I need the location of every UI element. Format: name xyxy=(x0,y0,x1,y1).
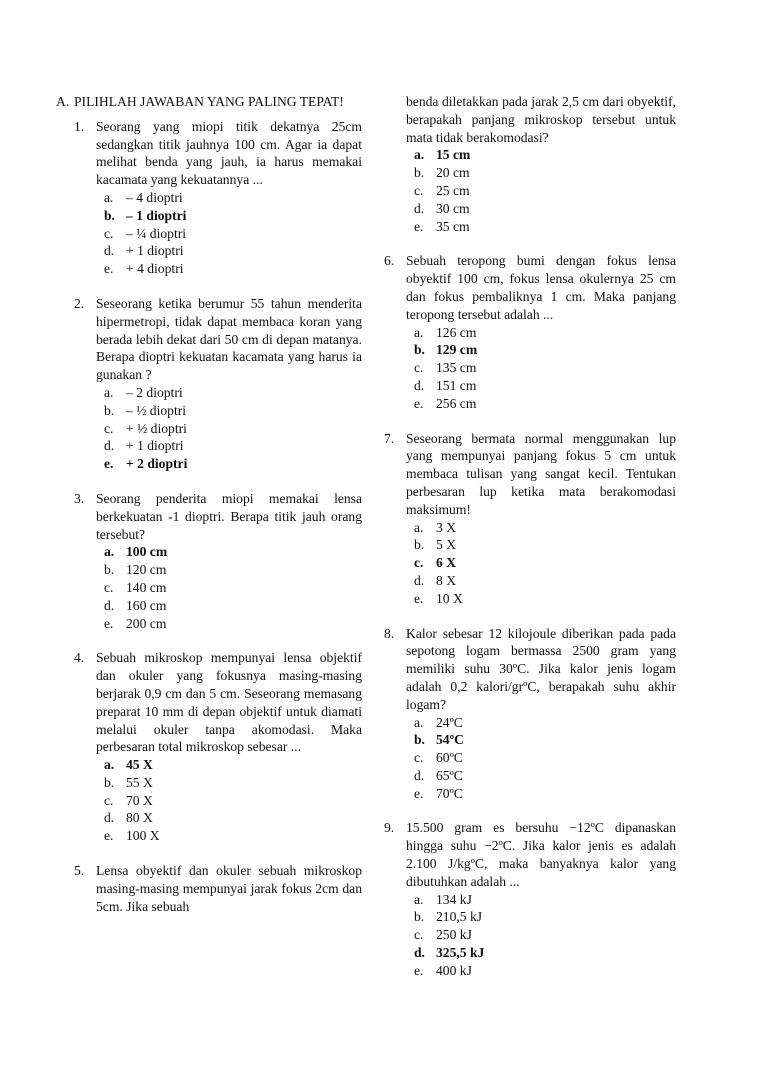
options-list xyxy=(414,324,676,413)
left-column xyxy=(56,93,362,915)
question-9 xyxy=(384,819,676,979)
section-title: PILIHLAH JAWABAN YANG PALING TEPAT! xyxy=(74,94,344,109)
options-list xyxy=(414,714,676,803)
option-e-correct[interactable]: e. + 2 dioptri xyxy=(104,456,188,472)
option-e[interactable]: e. 256 cm xyxy=(414,395,477,411)
option-a-correct[interactable]: a. 45 X xyxy=(104,757,153,773)
question-number: 8. xyxy=(384,625,395,641)
option-c[interactable]: c. 135 cm xyxy=(414,360,477,376)
option-a-correct[interactable]: a. 15 cm xyxy=(414,147,471,163)
option-d[interactable]: d. 65ºC xyxy=(414,767,463,783)
question-text-part1: Lensa obyektif dan okuler sebuah mikroskop masing-masing mempunyai jarak fokus 2cm dan 5cm. Jika sebuah xyxy=(96,863,362,914)
option-a[interactable]: a. – 2 dioptri xyxy=(104,384,183,400)
options-list xyxy=(104,189,362,278)
option-d[interactable]: d. 8 X xyxy=(414,572,457,588)
option-e[interactable]: e. 70ºC xyxy=(414,785,463,801)
question-text: Seseorang ketika berumur 55 tahun menderita hipermetropi, tidak dapat membaca koran yang berada lebih dekat dari 50 cm di depan matanya. Berapa dioptri kekuatan kacamata yang harus ia gunakan ? xyxy=(96,295,362,383)
question-text: Seorang penderita miopi memakai lensa berkekuatan -1 dioptri. Berapa titik jauh orang tersebut? xyxy=(96,490,362,542)
section-letter: A. xyxy=(56,94,70,109)
option-c[interactable]: c. 250 kJ xyxy=(414,927,472,943)
option-e[interactable]: e. 200 cm xyxy=(104,615,167,631)
question-text: Kalor sebesar 12 kilojoule diberikan pada pada sepotong logam bermassa 2500 gram yang memiliki suhu 30ºC. Jika kalor jenis logam adalah 0,2 kalori/grºC, berapakah suhu akhir logam? xyxy=(406,625,676,712)
option-d[interactable]: d. + 1 dioptri xyxy=(104,438,184,454)
options-list xyxy=(104,384,362,473)
question-text: 15.500 gram es bersuhu −12ºC dipanaskan hingga suhu −2ºC. Jika kalor jenis es adalah 2.100 J/kgºC, maka banyaknya kalor yang dibutuhkan adalah ... xyxy=(406,820,676,889)
options-list xyxy=(414,519,676,608)
section-heading xyxy=(56,93,362,111)
option-e[interactable]: e. 400 kJ xyxy=(414,962,472,978)
question-text: Sebuah teropong bumi dengan fokus lensa obyektif 100 cm, fokus lensa okulernya 25 cm dan fokus pembaliknya 1 cm. Maka panjang teropong tersebut adalah ... xyxy=(406,253,676,322)
question-3 xyxy=(74,490,362,632)
option-b[interactable]: b. 210,5 kJ xyxy=(414,909,483,925)
question-number: 7. xyxy=(384,430,395,446)
options-list xyxy=(104,756,362,845)
question-8 xyxy=(384,625,676,803)
right-column xyxy=(384,93,676,980)
option-d[interactable]: d. 30 cm xyxy=(414,200,470,216)
option-c[interactable]: c. 25 cm xyxy=(414,182,470,198)
option-b[interactable]: b. 5 X xyxy=(414,537,457,553)
option-c-correct[interactable]: c. 6 X xyxy=(414,555,457,571)
question-text: Sebuah mikroskop mempunyai lensa objektif dan okuler yang fokusnya masing-masing berjarak 0,9 cm dan 5 cm. Seseorang memasang preparat 10 mm di depan objektif untuk diamati melalui okuler tanpa akomodasi. Maka perbesaran total mikroskop sebesar ... xyxy=(96,650,362,755)
question-5-continued xyxy=(384,93,676,235)
option-e[interactable]: e. + 4 dioptri xyxy=(104,261,184,277)
question-number: 6. xyxy=(384,253,395,269)
option-e[interactable]: e. 10 X xyxy=(414,590,463,606)
option-c[interactable]: c. + ½ dioptri xyxy=(104,420,187,436)
question-text-part2: benda diletakkan pada jarak 2,5 cm dari obyektif, berapakah panjang mikroskop tersebut untuk mata tidak berakomodasi? xyxy=(406,94,676,145)
option-c[interactable]: c. – ¼ dioptri xyxy=(104,225,187,241)
option-e[interactable]: e. 100 X xyxy=(104,828,160,844)
option-b[interactable]: b. 120 cm xyxy=(104,562,167,578)
question-number: 4. xyxy=(74,650,85,666)
option-b[interactable]: b. 20 cm xyxy=(414,165,470,181)
option-d[interactable]: d. 160 cm xyxy=(104,597,167,613)
options-list xyxy=(104,543,362,632)
option-d[interactable]: d. 80 X xyxy=(104,810,153,826)
question-2 xyxy=(74,295,362,473)
question-4 xyxy=(74,649,362,845)
option-a[interactable]: a. – 4 dioptri xyxy=(104,189,183,205)
question-6 xyxy=(384,252,676,412)
option-d[interactable]: d. + 1 dioptri xyxy=(104,243,184,259)
option-b[interactable]: b. – ½ dioptri xyxy=(104,402,187,418)
option-e[interactable]: e. 35 cm xyxy=(414,218,470,234)
question-number: 1. xyxy=(74,118,85,134)
question-5 xyxy=(74,862,362,915)
question-number: 9. xyxy=(384,820,395,836)
option-c[interactable]: c. 70 X xyxy=(104,792,153,808)
option-a-correct[interactable]: a. 100 cm xyxy=(104,544,168,560)
option-d-correct[interactable]: d. 325,5 kJ xyxy=(414,945,485,961)
option-b-correct[interactable]: b. 54ºC xyxy=(414,732,464,748)
option-c[interactable]: c. 140 cm xyxy=(104,579,167,595)
options-list xyxy=(414,146,676,235)
question-text: Seseorang bermata normal menggunakan lup yang mempunyai panjang fokus 5 cm untuk membaca tulisan yang sangat kecil. Tentukan perbesaran lup ketika mata berakomodasi maksimum! xyxy=(406,430,676,517)
question-number: 5. xyxy=(74,863,85,879)
option-b[interactable]: b. 55 X xyxy=(104,774,153,790)
options-list xyxy=(414,891,676,980)
option-c[interactable]: c. 60ºC xyxy=(414,750,463,766)
option-a[interactable]: a. 24ºC xyxy=(414,714,463,730)
option-b-correct[interactable]: b. – 1 dioptri xyxy=(104,207,187,223)
option-d[interactable]: d. 151 cm xyxy=(414,377,477,393)
option-a[interactable]: a. 126 cm xyxy=(414,324,477,340)
option-a[interactable]: a. 134 kJ xyxy=(414,891,472,907)
question-7 xyxy=(384,430,676,608)
question-1 xyxy=(74,118,362,278)
question-number: 2. xyxy=(74,295,85,311)
option-a[interactable]: a. 3 X xyxy=(414,519,457,535)
question-text: Seorang yang miopi titik dekatnya 25cm sedangkan titik jauhnya 100 cm. Agar ia dapat melihat benda yang jauh, ia harus memakai kacamata yang kekuatannya ... xyxy=(96,118,362,188)
question-number: 3. xyxy=(74,490,85,506)
option-b-correct[interactable]: b. 129 cm xyxy=(414,342,478,358)
